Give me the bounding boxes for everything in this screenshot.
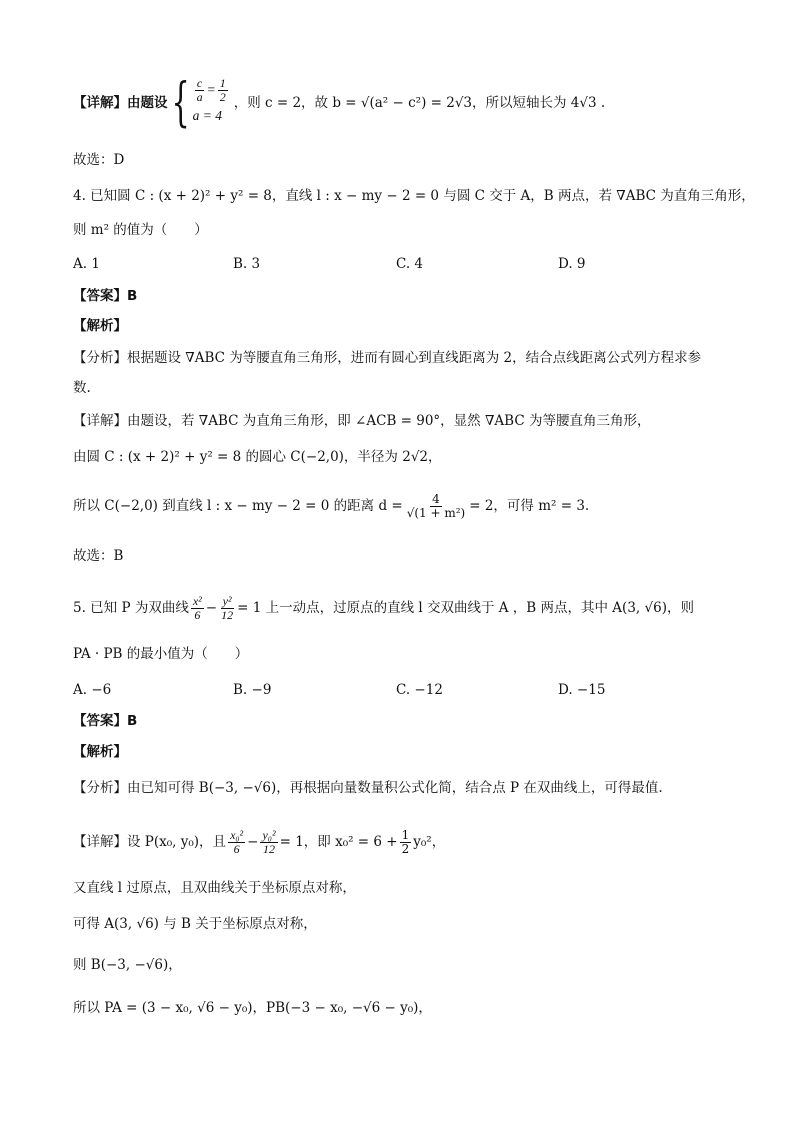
fraction-y0sq-over-12: $\frac{\text{y₀²}}{12}$ [262,827,276,856]
q4-analysis-label: 【解析】 [73,318,127,334]
q5-analysis-label: 【解析】 [73,744,127,760]
fraction-x2-over-6: $\frac{\text{x²}}{6}$ [192,593,202,622]
system-row-2: a = 4 [192,108,222,123]
system-row-1: $\frac{c}{a}$ = $\frac{1}{2}$ [196,75,226,104]
top-detail-line [73,72,605,134]
q4-fenxi-line-1: 【分析】根据题设 ∇ABC 为等腰直角三角形，进而有圆心到直线距离为 2，结合点线距离公式列方程求参 [73,350,702,366]
equation-system [193,77,230,129]
q4-detail-line-1: 【详解】由题设，若 ∇ABC 为直角三角形，即 ∠ACB = 90°，显然 ∇ABC 为等腰直角三角形， [73,413,651,429]
q5-answer-label: 【答案】B [73,713,138,729]
q4-detail-line-3: 所以 C(−2,0) 到直线 l : x − my − 2 = 0 的距离 d = $\frac{4}{\text{√(1 + m²)}}$ = 2，可得 m² = 3. [73,491,590,520]
q4-stem-line-2: 则 m² 的值为（ ） [73,222,208,238]
fraction-distance: $\frac{4}{\text{√(1 + m²)}}$ [406,491,466,520]
q4-detail-line-2: 由圆 C : (x + 2)² + y² = 8 的圆心 C(−2,0)，半径为 2√2， [73,449,442,465]
q4-stem-line-1: 4. 已知圆 C : (x + 2)² + y² = 8，直线 l : x − my − 2 = 0 与圆 C 交于 A，B 两点，若 ∇ABC 为直角三角形， [73,188,755,204]
q5-stem-line-2: PA · PB 的最小值为（ ） [73,646,249,662]
q4-choose: 故选：B [73,548,124,564]
top-detail-rest: ，则 c = 2，故 b = √(a² − c²) = 2√3，所以短轴长为 4√3 . [233,95,606,111]
q5-option-c: C. −12 [396,682,443,698]
q5-stem-line-1: 5. 已知 P 为双曲线 $\frac{\text{x²}}{6}$ − $\frac{\text{y²}}{12}$ = 1 上一动点，过原点的直线 l 交双曲线于 A ，B 两点，其中 A(3, √6)，则 [73,593,694,622]
q5-detail-line-5: 所以 PA = (3 − x₀, √6 − y₀)，PB(−3 − x₀, −√6 − y₀)， [73,1000,432,1016]
q4-option-d: D. 9 [558,256,586,272]
q5-option-b: B. −9 [233,682,272,698]
top-detail-prefix: 【详解】由题设 [73,95,168,111]
fraction-c-over-a: $\frac{c}{a}$ [196,75,203,104]
top-answer: 故选：D [73,152,125,168]
fraction-x0sq-over-6: $\frac{\text{x₀²}}{6}$ [230,827,244,856]
q5-detail-line-2: 又直线 l 过原点，且双曲线关于坐标原点对称， [73,880,356,896]
q4-fenxi-line-2: 数. [73,380,91,396]
q4-option-b: B. 3 [233,256,261,272]
system-brace: { [170,73,190,133]
q5-option-d: D. −15 [558,682,606,698]
q4-answer-label: 【答案】B [73,288,138,304]
q5-fenxi: 【分析】由已知可得 B(−3, −√6)，再根据向量数量积公式化简，结合点 P 在双曲线上，可得最值. [73,780,663,796]
q5-detail-line-4: 则 B(−3, −√6)， [73,957,182,973]
fraction-one-half: $\frac{1}{2}$ [219,75,226,104]
q4-option-c: C. 4 [396,256,424,272]
fraction-one-half-b: $\frac{1}{2}$ [401,827,410,856]
fraction-y2-over-12: $\frac{\text{y²}}{12}$ [221,593,234,622]
q5-detail-line-1: 【详解】设 P(x₀, y₀)，且 $\frac{\text{x₀²}}{6}$ − $\frac{\text{y₀²}}{12}$ = 1，即 x₀² = 6 + $\frac{1}{2}$ y₀²， [73,827,446,856]
q5-option-a: A. −6 [73,682,112,698]
q4-option-a: A. 1 [73,256,100,272]
q5-detail-line-3: 可得 A(3, √6) 与 B 关于坐标原点对称， [73,916,317,932]
